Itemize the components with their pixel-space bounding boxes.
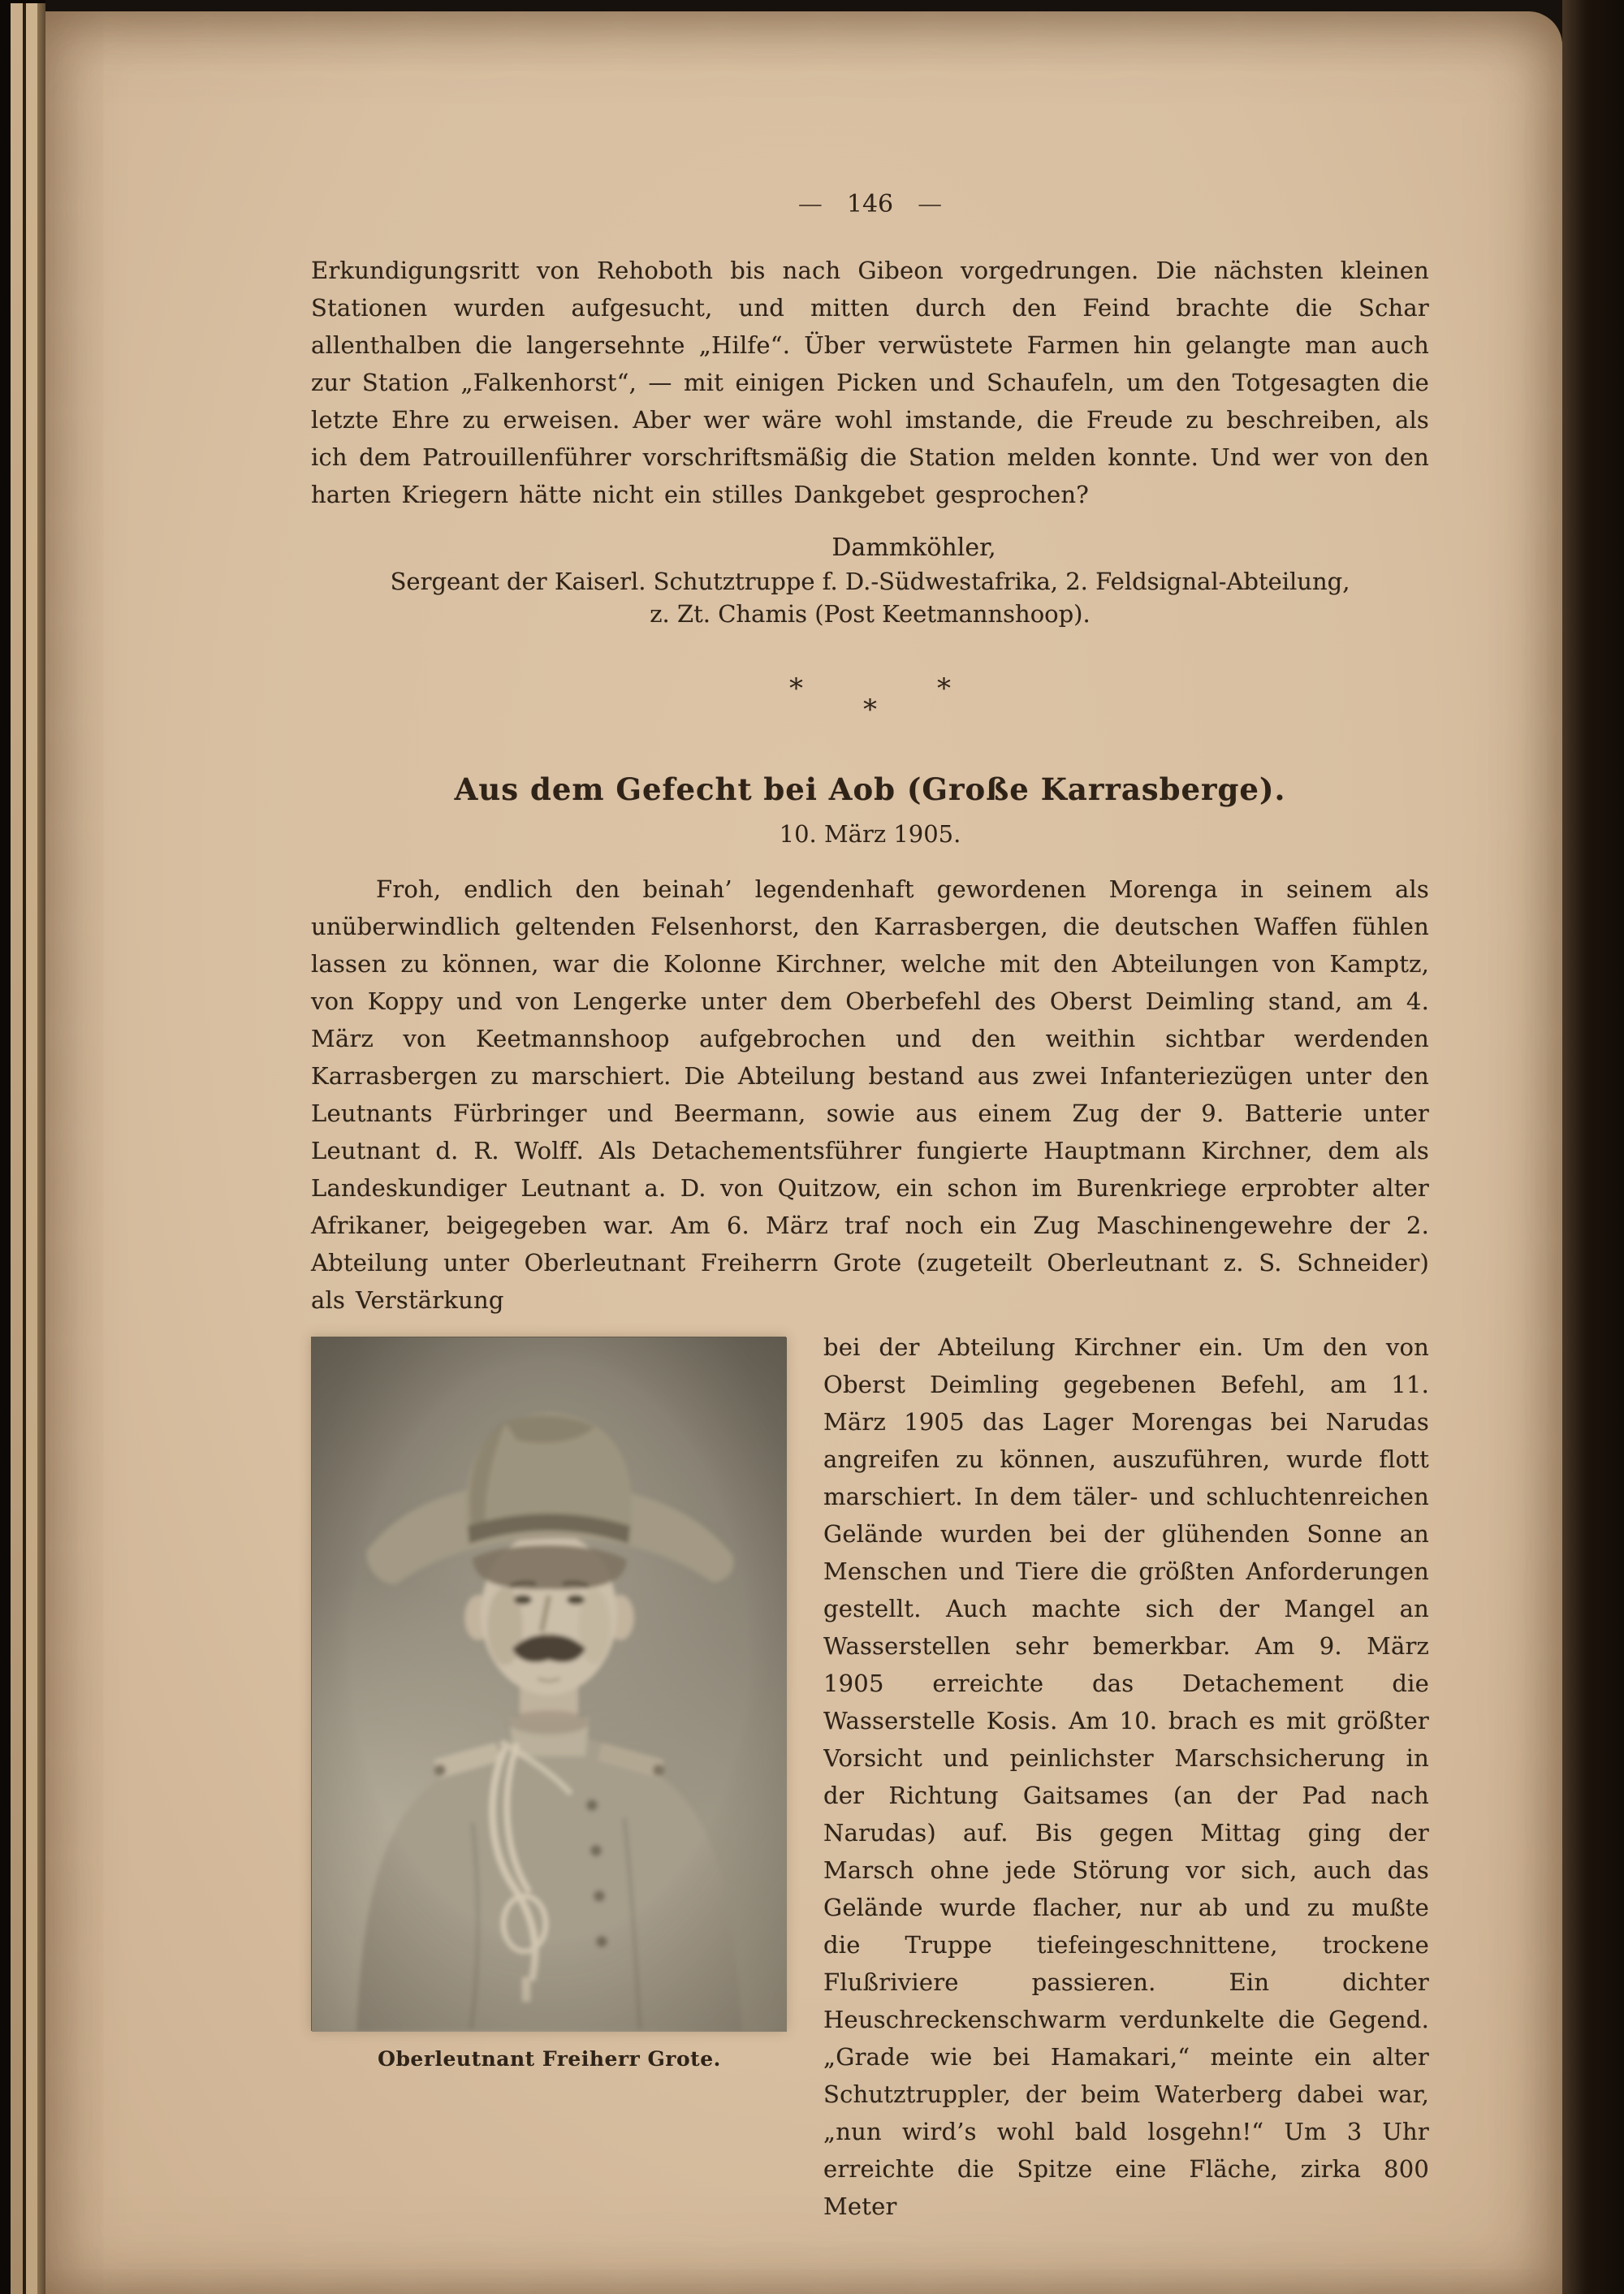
page-number-dash-left: — [797, 190, 823, 218]
article-paragraph-2: bei der Abteilung Kirchner ein. Um den von Oberst Deimling gegebenen Befehl, am 11. März 1905 das Lager Morengas bei Narudas angreifen zu können, auszuführen, wurde flott marschiert. In dem täler- und schluchtenreichen Gelände wurden bei der glühenden Sonne an Menschen und Tiere die größten Anforderungen gestellt. Auch machte sich der Mangel an Wasserstellen sehr bemerkbar. Am 9. März 1905 erreichte das Detachement die Wasserstelle Kosis. Am 10. brach es mit größter Vorsicht und peinlichster Marschsicherung in der Richtung Gaitsames (an der Pad nach Narudas) auf. Bis gegen Mittag ging der Marsch ohne jede Störung vor sich, auch das Gelände wurde flacher, nur ab und zu mußte die Truppe tiefeingeschnittene, trockene Flußriviere passieren. Ein dichter Heuschreckenschwarm verdunkelte die Gegend. „Grade wie bei Hamakari,“ meinte ein alter Schutztruppler, der beim Waterberg dabei war, „nun wird’s wohl bald losgehn!“ Um 3 Uhr erreichte die Spitze eine Fläche, zirka 800 Meter [823, 1333, 1429, 2220]
book-cover-edge [1562, 0, 1624, 2294]
portrait-photo [311, 1337, 786, 2031]
page-edge-strip [26, 3, 37, 2294]
page-number [311, 188, 1429, 221]
book-page [45, 11, 1562, 2294]
intro-paragraph: Erkundigungsritt von Rehoboth bis nach Gibeon vorgedrungen. Die nächsten kleinen Stationen wurden aufgesucht, und mitten durch den Feind brachte die Schar allenthalben die langersehnte „Hilfe“. Über verwüstete Farmen hin gelangte man auch zur Station „Falkenhorst“, — mit einigen Picken und Schaufeln, um den Totgesagten die letzte Ehre zu erweisen. Aber wer wäre wohl imstande, die Freude zu beschreiben, als ich dem Patrouillenführer vorschriftsmäßig die Station melden konnte. Und wer von den harten Kriegern hätte nicht ein stilles Dankgebet gesprochen? [311, 257, 1429, 508]
asterisk-left: * [789, 672, 803, 705]
section-separator [311, 672, 1429, 726]
page-edge-strip [11, 3, 23, 2294]
page-content [311, 11, 1429, 2225]
signature-name: Dammköhler, [831, 534, 996, 562]
photo-section [311, 1328, 1429, 2225]
article-paragraph-1: Froh, endlich den beinah’ legendenhaft gewordenen Morenga in seinem als unüberwindlich geltenden Felsenhorst, den Karrasbergen, die deutschen Waffen fühlen lassen zu können, war die Kolonne Kirchner, welche mit den Abteilungen von Kamptz, von Koppy und von Lengerke unter dem Oberbefehl des Oberst Deimling stand, am 4. März von Keetmannshoop aufgebrochen und den weithin sichtbar werdenden Karrasbergen zu marschiert. Die Abteilung bestand aus zwei Infanteriezügen unter den Leutnants Fürbringer und Beermann, sowie aus einem Zug der 9. Batterie unter Leutnant d. R. Wolff. Als Detachementsführer fungierte Hauptmann Kirchner, dem als Landeskundiger Leutnant a. D. von Quitzow, ein schon im Burenkriege erprobter alter Afrikaner, beigegeben war. Am 6. März traf noch ein Zug Maschinengewehre der 2. Abteilung unter Oberleutnant Freiherrn Grote (zugeteilt Oberleutnant z. S. Schneider) als Verstärkung [311, 875, 1429, 1314]
portrait-illustration [312, 1337, 787, 2032]
page-edge-shadow [37, 3, 45, 2294]
article-title: Aus dem Gefecht bei Aob (Große Karrasberge). [454, 771, 1286, 807]
asterisk-right: * [937, 672, 951, 705]
signature-role: Sergeant der Kaiserl. Schutztruppe f. D.-Südwestafrika, 2. Feldsignal-Abteilung, [390, 568, 1350, 595]
asterisk-middle: * [863, 693, 877, 726]
article-date: 10. März 1905. [779, 820, 961, 848]
signature-location: z. Zt. Chamis (Post Keetmannshoop). [650, 600, 1091, 628]
left-page-edges [0, 0, 45, 2294]
page-number-value: 146 [846, 190, 894, 218]
portrait-figure [311, 1337, 788, 2071]
page-number-dash-right: — [918, 190, 943, 218]
portrait-caption: Oberleutnant Freiherr Grote. [378, 2047, 721, 2071]
signature-block [311, 531, 1429, 630]
